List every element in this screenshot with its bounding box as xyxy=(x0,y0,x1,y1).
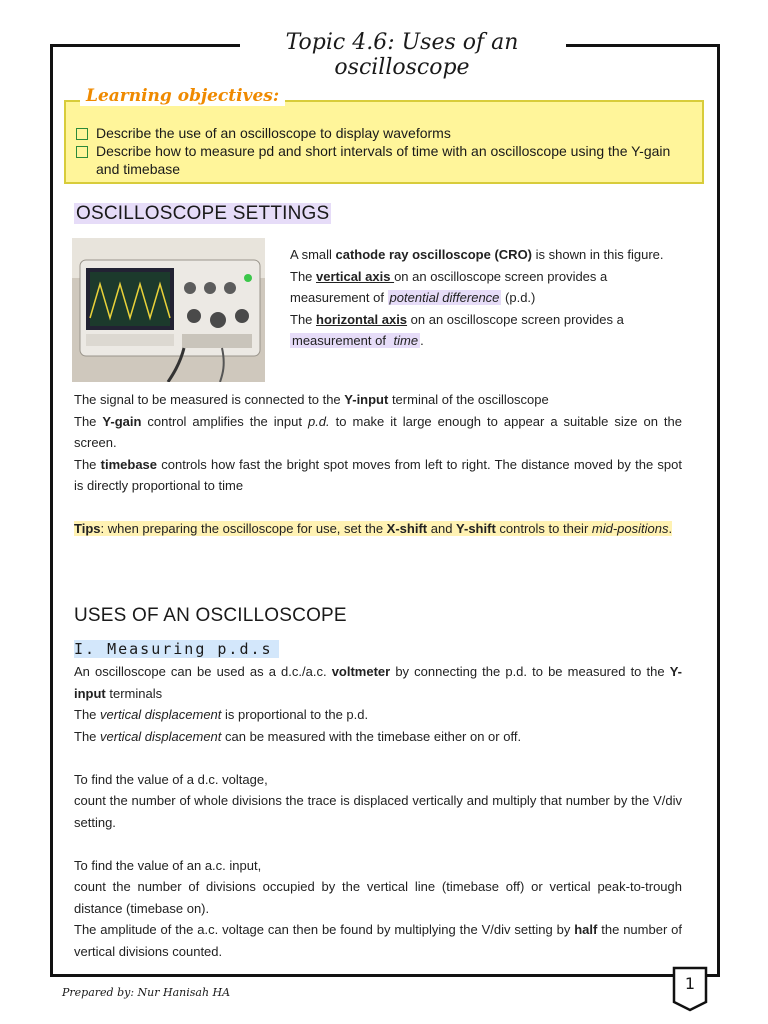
oscilloscope-illustration xyxy=(72,238,265,382)
checkbox-icon xyxy=(76,146,88,158)
objective-text: Describe the use of an oscilloscope to display waveforms xyxy=(96,125,451,141)
learning-objectives-list xyxy=(76,124,686,178)
subheading-measuring-pds: I. Measuring p.d.s xyxy=(74,640,279,658)
objective-item xyxy=(76,142,686,178)
frame-top-right xyxy=(566,44,717,47)
tips-note: Tips: when preparing the oscilloscope for use, set the X-shift and Y-shift controls to their mid-positions. xyxy=(74,521,673,536)
measuring-pds-text: An oscilloscope can be used as a d.c./a.c. voltmeter by connecting the p.d. to be measured to the Y-input terminals The vertical displacement is proportional to the p.d. The vertical displacement can be measured with the timebase either on or off. To find the value of a d.c. voltage, count the number of whole divisions the trace is displaced vertically and multiply that number by the V/div setting. To find the value of an a.c. input, count the number of divisions occupied by the vertical line (timebase off) or vertical peak-to-trough distance (timebase on). The amplitude of the a.c. voltage can then be found by multiplying the V/div setting by half the number of vertical divisions counted. xyxy=(74,664,683,959)
objective-item xyxy=(76,124,686,142)
section-heading-uses: USES OF AN OSCILLOSCOPE xyxy=(74,605,347,626)
frame-top-left xyxy=(50,44,240,47)
settings-intro: A small cathode ray oscilloscope (CRO) is shown in this figure. The vertical axis on an oscilloscope screen provides a measurement of potential difference (p.d.) The horizontal axis on an oscilloscope screen provides a measurement of time . xyxy=(290,247,664,348)
settings-description: The signal to be measured is connected to the Y-input terminal of the oscilloscope The Y-gain control amplifies the input p.d. to make it large enough to appear a suitable size on the screen. The timebase controls how fast the bright spot moves from left to right. The distance moved by the spot is directly proportional to time xyxy=(74,392,682,493)
section-heading-settings: OSCILLOSCOPE SETTINGS xyxy=(76,203,330,224)
page-number-tab xyxy=(672,966,708,1012)
page-number: 1 xyxy=(684,974,696,993)
learning-objectives-label: Learning objectives: xyxy=(80,86,285,106)
page-title: Topic 4.6: Uses of an oscilloscope xyxy=(242,30,562,80)
footer-author: Prepared by: Nur Hanisah HA xyxy=(62,986,231,999)
objective-text: Describe how to measure pd and short intervals of time with an oscilloscope using the Y-gain and timebase xyxy=(96,143,671,177)
checkbox-icon xyxy=(76,128,88,140)
oscilloscope-photo xyxy=(72,238,265,382)
